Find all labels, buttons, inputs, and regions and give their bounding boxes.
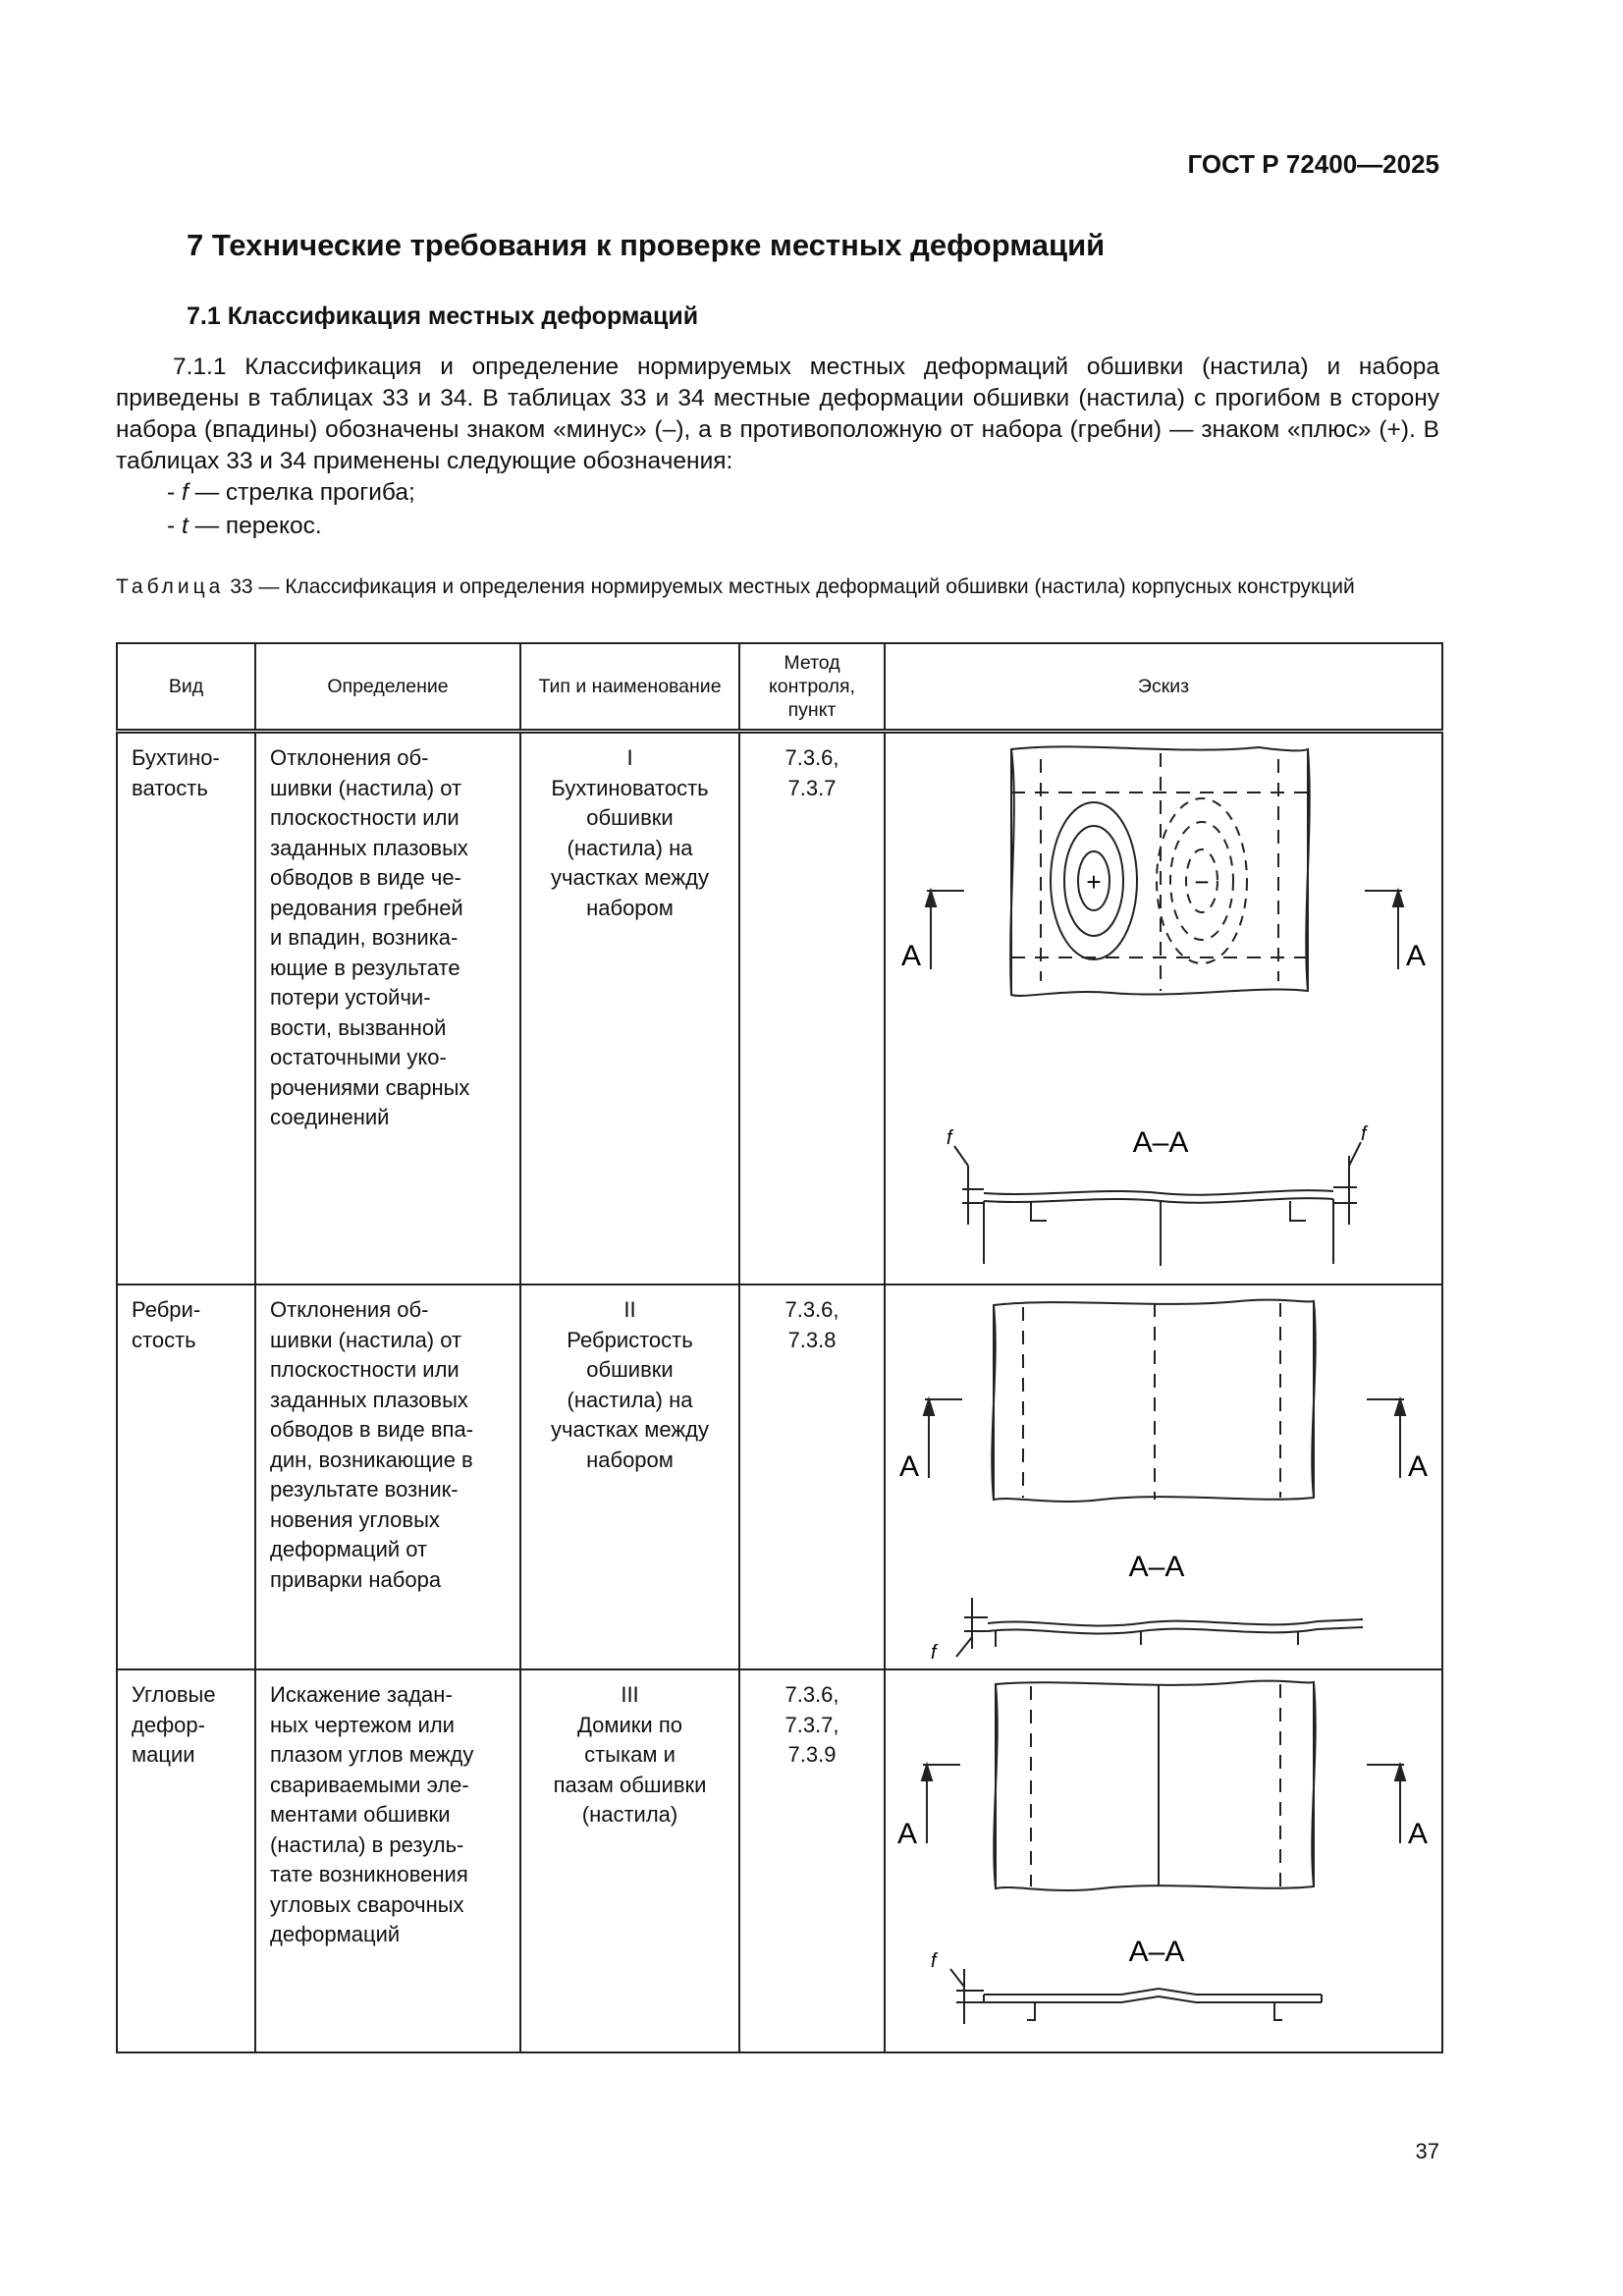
cell-definition: Отклонения об- шивки (настила) от плоскостности или заданных плазовых обводов в виде че- редования гребней и впадин, возника- ющие в результате потери устойчи- вости, вызванной остаточными уко- рочениями сварных соединений [255,732,520,1285]
section-title: 7 Технические требования к проверке местных деформаций [187,228,1106,262]
section-mark-left: A [899,1450,920,1483]
header-method: Метод контроля, пункт [739,643,885,732]
header-type: Тип и наименование [520,643,739,732]
cell-method: 7.3.6, 7.3.7, 7.3.9 [739,1669,885,2052]
section-mark-right: A [1408,1818,1429,1850]
sketch-angular-deformation [886,1670,1441,2040]
section-mark-left: A [901,940,922,972]
plus-sign: + [1086,867,1102,897]
cell-vid: Ребри- стость [117,1285,255,1669]
minus-sign: − [1194,867,1210,897]
table-row [117,732,1442,1285]
cell-vid: Угловые дефор- мации [117,1669,255,2052]
section-mark-left: A [897,1818,918,1850]
deflection-label-left: f [947,1127,952,1149]
paragraph-7-1-1: 7.1.1 Классификация и определение нормируемых местных деформаций обшивки (настила) и набора приведены в таблицах 33 и 34. В таблицах 33 и 34 местные деформации обшивки (настила) с прогибом в сторону набора (впадины) обозначены знаком «минус» (–), а в противоположную от набора (гребни) — знаком «плюс» (+). В таблицах 33 и 34 применены следующие обозначения: [116,354,1439,474]
sketch-cell [885,732,1442,1285]
section-title: A–A [1128,1936,1185,1968]
cell-definition: Отклонения об- шивки (настила) от плоскостности или заданных плазовых обводов в виде впа- дин, возникающие в результате возник- новения угловых деформаций от приварки набора [255,1285,520,1669]
page-number: 37 [1415,2139,1439,2163]
table-caption: Таблица 33 — Классификация и определения нормируемых местных деформаций обшивки (настила) корпусных конструкций [116,575,1355,598]
legend-item-f: - f — стрелка прогиба; [167,479,415,506]
section-mark-right: A [1408,1450,1429,1483]
cell-type: I Бухтиноватость обшивки (настила) на участках между набором [520,732,739,1285]
section-title: A–A [1132,1126,1189,1159]
classification-table [116,642,1443,2053]
section-title: A–A [1128,1551,1185,1583]
table-row [117,1669,1442,2052]
section-mark-right: A [1406,940,1427,972]
sketch-buckling [886,734,1441,1284]
subsection-title: 7.1 Классификация местных деформаций [187,302,699,330]
cell-method: 7.3.6, 7.3.7 [739,732,885,1285]
sketch-cell [885,1669,1442,2052]
document-code: ГОСТ Р 72400—2025 [1187,149,1439,179]
sketch-ribbing [886,1285,1441,1668]
deflection-label: f [931,1642,937,1664]
cell-type: II Ребристость обшивки (настила) на участках между набором [520,1285,739,1669]
table-row [117,1285,1442,1669]
sketch-cell [885,1285,1442,1669]
header-sketch: Эскиз [885,643,1442,732]
cell-vid: Бухтино- ватость [117,732,255,1285]
header-vid: Вид [117,643,255,732]
legend-item-t: - t — перекос. [167,513,322,539]
table-header-row [117,643,1442,732]
cell-method: 7.3.6, 7.3.8 [739,1285,885,1669]
deflection-label-right: f [1361,1123,1367,1145]
header-definition: Определение [255,643,520,732]
deflection-label: f [931,1950,937,1972]
cell-definition: Искажение задан- ных чертежом или плазом углов между свариваемыми эле- ментами обшивки (настила) в резуль- тате возникновения угловых сварочных деформаций [255,1669,520,2052]
cell-type: III Домики по стыкам и пазам обшивки (настила) [520,1669,739,2052]
